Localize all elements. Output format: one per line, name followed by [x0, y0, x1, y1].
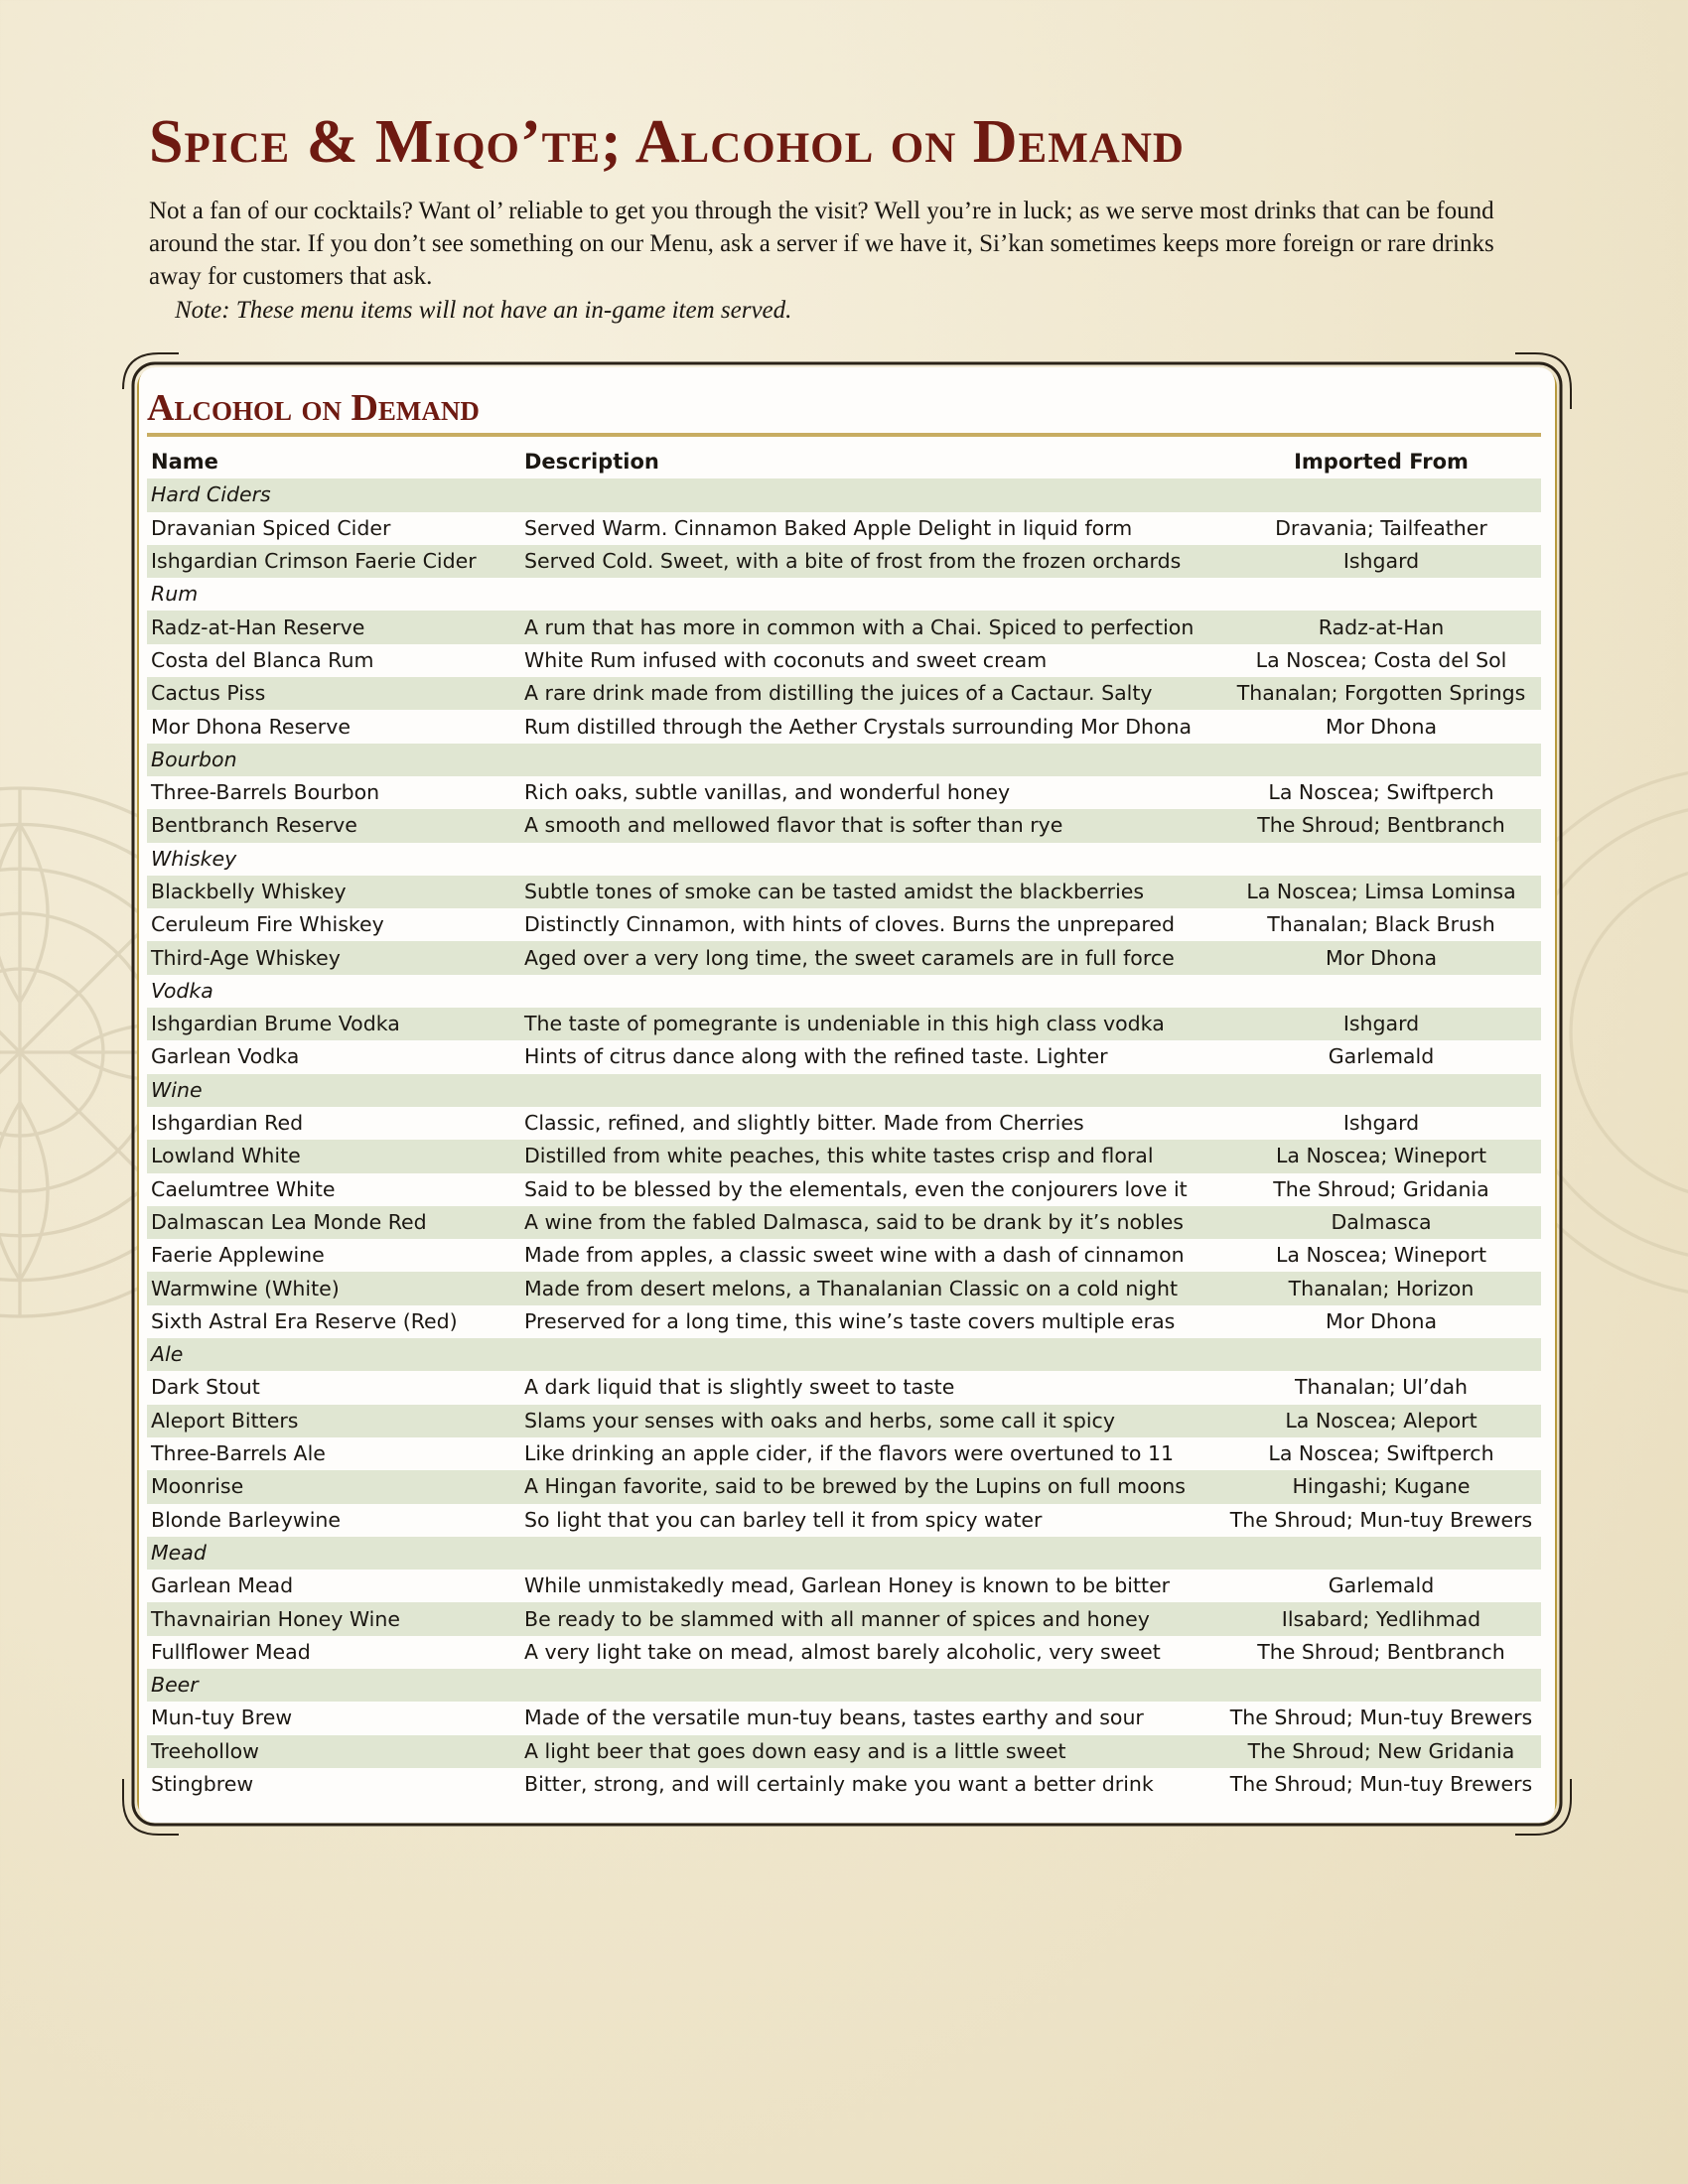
item-description: A wine from the fabled Dalmasca, said to be drank by it’s nobles: [524, 1209, 1184, 1234]
page-title: Spice & Miqo’te; Alcohol on Demand: [149, 108, 1185, 176]
category-label: Bourbon: [151, 747, 237, 771]
item-name: Garlean Vodka: [151, 1044, 300, 1069]
item-origin: Radz-at-Han: [1318, 614, 1445, 639]
item-origin: La Noscea; Swiftperch: [1268, 1441, 1494, 1466]
table-row: [147, 1570, 1541, 1602]
item-description: Preserved for a long time, this wine’s taste covers multiple eras: [524, 1308, 1176, 1333]
category-label: Hard Ciders: [151, 482, 271, 507]
category-row: [147, 1669, 1541, 1702]
item-origin: La Noscea; Wineport: [1275, 1144, 1487, 1168]
item-origin: The Shroud; Gridania: [1273, 1176, 1489, 1201]
item-origin: Thanalan; Horizon: [1288, 1276, 1475, 1300]
item-name: Faerie Applewine: [151, 1243, 325, 1268]
category-label: Ale: [151, 1342, 184, 1367]
item-description: Said to be blessed by the elementals, even the conjourers love it: [524, 1176, 1188, 1201]
item-name: Treehollow: [151, 1738, 259, 1763]
item-description: Classic, refined, and slightly bitter. Made from Cherries: [524, 1111, 1084, 1136]
category-row: [147, 1537, 1541, 1570]
table-row: [147, 1504, 1541, 1537]
table-row: [147, 1371, 1541, 1404]
item-origin: Thanalan; Ul’dah: [1294, 1375, 1469, 1400]
item-name: Mun-tuy Brew: [151, 1706, 293, 1730]
item-description: Like drinking an apple cider, if the flavors were overtuned to 11: [524, 1441, 1175, 1466]
category-row: [147, 1074, 1541, 1107]
item-origin: Mor Dhona: [1325, 714, 1438, 739]
title-divider: [147, 433, 1541, 437]
item-origin: Dalmasca: [1331, 1209, 1432, 1234]
category-row: [147, 975, 1541, 1008]
table-row: [147, 776, 1541, 809]
item-name: Costa del Blanca Rum: [151, 647, 374, 672]
column-header-origin: Imported From: [1294, 450, 1469, 475]
table-row: [147, 1040, 1541, 1073]
item-description: A Hingan favorite, said to be brewed by the Lupins on full moons: [524, 1474, 1186, 1499]
table-row: [147, 1437, 1541, 1470]
item-origin: Mor Dhona: [1325, 1308, 1438, 1333]
item-origin: The Shroud; Mun-tuy Brewers: [1229, 1706, 1533, 1730]
table-row: [147, 1602, 1541, 1635]
item-origin: La Noscea; Wineport: [1275, 1243, 1487, 1268]
item-name: Moonrise: [151, 1474, 244, 1499]
item-description: Slams your senses with oaks and herbs, some call it spicy: [524, 1408, 1115, 1433]
item-description: Rich oaks, subtle vanillas, and wonderful honey: [524, 780, 1011, 805]
item-name: Three-Barrels Ale: [151, 1441, 326, 1466]
table-row: [147, 1636, 1541, 1669]
item-description: A light beer that goes down easy and is a little sweet: [524, 1738, 1066, 1763]
item-origin: Garlemald: [1328, 1573, 1435, 1598]
item-name: Ishgardian Crimson Faerie Cider: [151, 549, 477, 574]
item-name: Dalmascan Lea Monde Red: [151, 1209, 427, 1234]
item-description: A rare drink made from distilling the juices of a Cactaur. Salty: [524, 681, 1153, 706]
item-description: A very light take on mead, almost barely alcoholic, very sweet: [524, 1639, 1161, 1664]
category-row: [147, 843, 1541, 876]
item-description: Aged over a very long time, the sweet caramels are in full force: [524, 945, 1175, 970]
category-row: [147, 1338, 1541, 1371]
item-name: Thavnairian Honey Wine: [151, 1606, 400, 1631]
note-text: Note: These menu items will not have an in-game item served.: [175, 297, 792, 324]
item-name: Three-Barrels Bourbon: [151, 780, 380, 805]
item-name: Aleport Bitters: [151, 1408, 299, 1433]
table-row: [147, 1206, 1541, 1239]
item-name: Blonde Barleywine: [151, 1507, 341, 1532]
item-name: Dark Stout: [151, 1375, 260, 1400]
item-name: Dravanian Spiced Cider: [151, 515, 391, 540]
item-origin: Mor Dhona: [1325, 945, 1438, 970]
category-label: Wine: [151, 1077, 203, 1102]
item-description: Hints of citrus dance along with the refined taste. Lighter: [524, 1044, 1108, 1069]
table-row: [147, 677, 1541, 710]
category-label: Beer: [151, 1673, 199, 1698]
category-row: [147, 478, 1541, 511]
item-origin: The Shroud; Mun-tuy Brewers: [1229, 1772, 1533, 1797]
table-row: [147, 1702, 1541, 1734]
table-row: [147, 1008, 1541, 1040]
item-origin: The Shroud; New Gridania: [1247, 1738, 1515, 1763]
item-name: Stingbrew: [151, 1772, 254, 1797]
item-origin: The Shroud; Bentbranch: [1257, 1639, 1505, 1664]
table-row: [147, 809, 1541, 842]
table-row: [147, 1239, 1541, 1272]
item-description: Made from desert melons, a Thanalanian Classic on a cold night: [524, 1276, 1179, 1300]
category-row: [147, 578, 1541, 611]
item-name: Mor Dhona Reserve: [151, 714, 351, 739]
item-description: Be ready to be slammed with all manner of spices and honey: [524, 1606, 1150, 1631]
table-row: [147, 1735, 1541, 1768]
table-row: [147, 545, 1541, 578]
item-description: White Rum infused with coconuts and sweet cream: [524, 647, 1048, 672]
item-origin: La Noscea; Swiftperch: [1268, 780, 1494, 805]
table-row: [147, 512, 1541, 545]
item-name: Lowland White: [151, 1144, 301, 1168]
item-name: Bentbranch Reserve: [151, 813, 357, 838]
item-description: A dark liquid that is slightly sweet to taste: [524, 1375, 955, 1400]
item-origin: Thanalan; Black Brush: [1267, 912, 1495, 937]
item-origin: Garlemald: [1328, 1044, 1435, 1069]
item-name: Blackbelly Whiskey: [151, 880, 347, 903]
category-label: Vodka: [151, 978, 213, 1003]
item-description: The taste of pomegrante is undeniable in this high class vodka: [524, 1012, 1165, 1036]
item-origin: Hingashi; Kugane: [1292, 1474, 1471, 1499]
table-row: [147, 1305, 1541, 1338]
category-label: Mead: [151, 1540, 207, 1565]
item-origin: Ishgard: [1342, 1012, 1420, 1036]
item-name: Third-Age Whiskey: [151, 945, 341, 970]
intro-paragraph: Not a fan of our cocktails? Want ol’ reliable to get you through the visit? Well you’re in luck; as we serve most drinks that can be found around the star. If you don’t see something on our Menu, ask a server if we have it, Si’kan sometimes keeps more foreign or rare drinks away for customers that ask.: [149, 198, 1494, 290]
table-row: [147, 1470, 1541, 1503]
table-row: [147, 1768, 1541, 1801]
item-name: Radz-at-Han Reserve: [151, 614, 365, 639]
table-row: [147, 710, 1541, 743]
item-origin: The Shroud; Mun-tuy Brewers: [1229, 1507, 1533, 1532]
table-row: [147, 908, 1541, 941]
category-label: Whiskey: [151, 846, 237, 871]
table-row: [147, 1140, 1541, 1172]
item-description: Served Warm. Cinnamon Baked Apple Delight in liquid form: [524, 515, 1133, 540]
item-description: While unmistakedly mead, Garlean Honey is known to be bitter: [524, 1573, 1171, 1598]
item-description: Subtle tones of smoke can be tasted amidst the blackberries: [524, 880, 1145, 903]
category-label: Rum: [151, 582, 199, 607]
column-header-description: Description: [524, 450, 659, 475]
item-description: Rum distilled through the Aether Crystals surrounding Mor Dhona: [524, 714, 1193, 739]
item-name: Cactus Piss: [151, 681, 266, 706]
table-row: [147, 1405, 1541, 1437]
column-header-name: Name: [151, 450, 218, 475]
table-row: [147, 876, 1541, 908]
item-name: Ishgardian Red: [151, 1111, 304, 1136]
table-body: [147, 478, 1541, 1801]
item-description: So light that you can barley tell it from spicy water: [524, 1507, 1043, 1532]
table-row: [147, 1173, 1541, 1206]
item-origin: Thanalan; Forgotten Springs: [1236, 681, 1526, 706]
category-row: [147, 744, 1541, 776]
item-description: Made of the versatile mun-tuy beans, tastes earthy and sour: [524, 1706, 1144, 1730]
item-origin: La Noscea; Limsa Lominsa: [1246, 880, 1516, 903]
item-description: A rum that has more in common with a Chai. Spiced to perfection: [524, 614, 1195, 639]
item-origin: Dravania; Tailfeather: [1275, 515, 1487, 540]
item-name: Sixth Astral Era Reserve (Red): [151, 1308, 458, 1333]
item-description: Bitter, strong, and will certainly make you want a better drink: [524, 1772, 1154, 1797]
item-name: Ceruleum Fire Whiskey: [151, 912, 384, 937]
item-origin: La Noscea; Costa del Sol: [1255, 647, 1507, 672]
item-name: Ishgardian Brume Vodka: [151, 1012, 400, 1036]
table-row: [147, 1107, 1541, 1140]
item-description: Served Cold. Sweet, with a bite of frost from the frozen orchards: [524, 549, 1182, 574]
item-description: A smooth and mellowed flavor that is softer than rye: [524, 813, 1063, 838]
alcohol-menu-table: [147, 446, 1541, 1801]
table-row: [147, 941, 1541, 974]
table-row: [147, 644, 1541, 677]
item-name: Warmwine (White): [151, 1276, 340, 1300]
table-row: [147, 1272, 1541, 1304]
item-name: Garlean Mead: [151, 1573, 294, 1598]
item-origin: Ishgard: [1342, 1111, 1420, 1136]
card-title: Alcohol on Demand: [147, 387, 480, 429]
table-row: [147, 611, 1541, 643]
item-description: Made from apples, a classic sweet wine with a dash of cinnamon: [524, 1243, 1185, 1268]
item-name: Caelumtree White: [151, 1176, 336, 1201]
item-name: Fullflower Mead: [151, 1639, 311, 1664]
item-description: Distinctly Cinnamon, with hints of cloves. Burns the unprepared: [524, 912, 1176, 937]
item-origin: Ilsabard; Yedlihmad: [1281, 1606, 1481, 1631]
item-description: Distilled from white peaches, this white tastes crisp and floral: [524, 1144, 1154, 1168]
table-header-row: [147, 446, 1541, 478]
item-origin: The Shroud; Bentbranch: [1257, 813, 1505, 838]
item-origin: Ishgard: [1342, 549, 1420, 574]
item-origin: La Noscea; Aleport: [1285, 1408, 1477, 1433]
